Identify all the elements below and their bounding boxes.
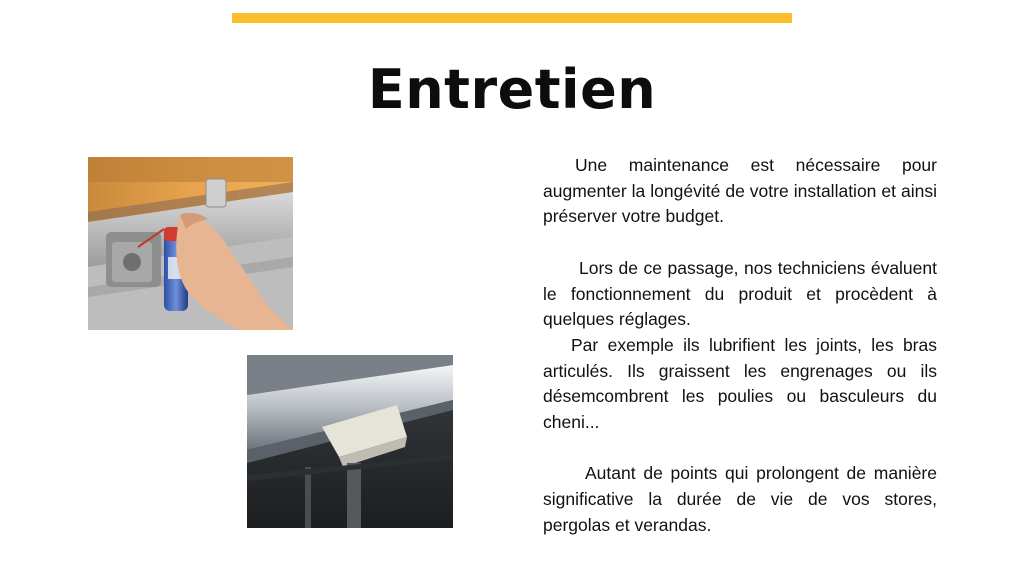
accent-bar	[232, 13, 792, 23]
maintenance-spray-photo	[88, 157, 293, 330]
paragraph-conclusion: Autant de points qui prolongent de manière significative la durée de vie de vos stores, pergolas et verandas.	[543, 463, 937, 535]
paragraph-visit: Lors de ce passage, nos techniciens évaluent le fonctionnement du produit et procèdent à quelques réglages.	[543, 257, 937, 330]
body-text	[543, 153, 937, 539]
page-title: Entretien	[367, 58, 657, 121]
paragraph-examples: Par exemple ils lubrifient les joints, les bras articulés. Ils graissent les engrenages ou ils désemcombrent les poulies ou basculeurs du cheni...	[543, 334, 937, 433]
awning-bracket-photo	[247, 355, 453, 528]
paragraph-maintenance: Une maintenance est nécessaire pour augmenter la longévité de votre installation et ainsi préserver votre budget.	[543, 155, 937, 227]
